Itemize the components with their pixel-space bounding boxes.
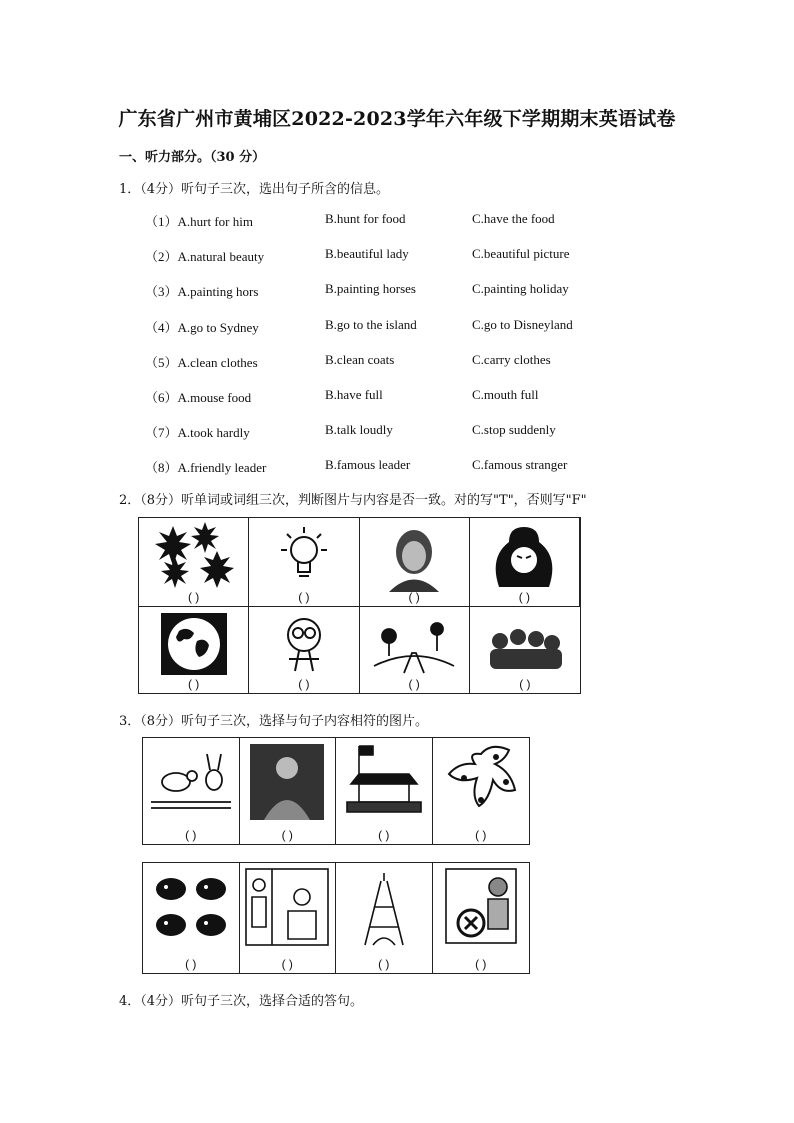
angry-girl-fire-icon	[479, 522, 569, 592]
option-c[interactable]: C.beautiful picture	[472, 246, 570, 262]
question-3-picture-row-2	[142, 862, 530, 974]
question-2-prompt: 2．（8分）听单词或词组三次，判断图片与内容是否一致。对的写"T"，否则写"F"	[119, 493, 587, 508]
option-c[interactable]: C.have the food	[472, 211, 555, 226]
option-c[interactable]: C.stop suddenly	[472, 422, 556, 438]
cartoon-boy-icon	[259, 611, 349, 681]
question-2-picture-grid	[138, 517, 581, 694]
answer-blank[interactable]: ( )	[185, 828, 197, 842]
palace-flag-icon	[339, 742, 429, 822]
question-3-picture-row-1	[142, 737, 530, 845]
option-a[interactable]: （3）A.painting hors	[145, 284, 259, 300]
tortoise-rabbit-race-icon	[146, 742, 236, 822]
option-row	[145, 246, 705, 266]
answer-blank[interactable]: ( )	[408, 677, 420, 691]
maple-leaves-icon	[149, 522, 239, 592]
answer-blank[interactable]: ( )	[475, 957, 487, 971]
option-row	[145, 317, 705, 337]
option-row	[145, 211, 705, 231]
q2-cell	[470, 518, 580, 606]
answer-blank[interactable]: ( )	[298, 677, 310, 691]
q3-cell	[143, 863, 240, 973]
q2-cell	[360, 606, 470, 694]
option-a[interactable]: （2）A.natural beauty	[145, 249, 265, 265]
q2-cell	[360, 518, 470, 606]
option-row	[145, 352, 705, 372]
people-window-icon	[242, 867, 332, 951]
answer-blank[interactable]: ( )	[408, 589, 420, 604]
question-1-prompt: 1．（4分）听句子三次，选出句子所含的信息。	[119, 182, 390, 197]
woman-portrait-icon	[369, 522, 459, 592]
whales-icon	[146, 867, 236, 951]
option-b[interactable]: B.go to the island	[325, 316, 417, 332]
q2-cell	[249, 606, 359, 694]
option-c[interactable]: C.famous stranger	[472, 457, 568, 473]
question-3-prompt: 3．（8分）听句子三次，选择与句子内容相符的图片。	[119, 714, 429, 729]
option-a[interactable]: （7）A.took hardly	[145, 425, 250, 441]
option-b[interactable]: B.painting horses	[325, 281, 416, 297]
option-a[interactable]: （6）A.mouse food	[145, 390, 252, 405]
option-b[interactable]: B.have full	[325, 387, 383, 402]
globe-icon	[149, 611, 239, 681]
question-4-prompt: 4．（4分）听句子三次，选择合适的答句。	[119, 994, 364, 1009]
q2-cell	[139, 518, 249, 606]
option-b[interactable]: B.hunt for food	[325, 211, 406, 226]
q3-cell	[240, 863, 337, 973]
eiffel-tower-icon	[339, 867, 429, 951]
option-b[interactable]: B.talk loudly	[325, 422, 393, 438]
answer-blank[interactable]: ( )	[281, 957, 293, 971]
answer-blank[interactable]: ( )	[187, 589, 200, 604]
option-c[interactable]: C.go to Disneyland	[472, 316, 573, 332]
page-title: 广东省广州市黄埔区2022-2023学年六年级下学期期末英语试卷	[118, 108, 676, 130]
option-row	[145, 422, 705, 442]
no-entry-sign-icon	[436, 867, 526, 951]
option-a[interactable]: （5）A.clean clothes	[145, 354, 258, 370]
q3-cell	[336, 738, 433, 844]
option-c[interactable]: C.mouth full	[472, 387, 539, 402]
option-b[interactable]: B.clean coats	[325, 351, 395, 367]
option-b[interactable]: B.famous leader	[325, 457, 411, 473]
answer-blank[interactable]: ( )	[518, 589, 531, 604]
q3-cell	[143, 738, 240, 844]
option-row	[145, 281, 705, 301]
road-landscape-icon	[369, 611, 459, 681]
q3-cell	[240, 738, 337, 844]
answer-blank[interactable]: ( )	[378, 957, 390, 971]
q2-cell	[249, 518, 359, 606]
option-a[interactable]: （1）A.hurt for him	[145, 214, 253, 229]
q3-cell	[433, 738, 530, 844]
answer-blank[interactable]: ( )	[185, 957, 197, 971]
answer-blank[interactable]: ( )	[187, 677, 200, 691]
starfish-icon	[436, 742, 526, 822]
answer-blank[interactable]: ( )	[475, 828, 487, 842]
option-b[interactable]: B.beautiful lady	[325, 246, 409, 262]
man-portrait-icon	[242, 742, 332, 822]
option-row	[145, 457, 705, 477]
option-a[interactable]: （4）A.go to Sydney	[145, 319, 259, 335]
group-people-icon	[480, 611, 570, 681]
q3-cell	[433, 863, 530, 973]
answer-blank[interactable]: ( )	[519, 677, 531, 691]
option-row	[145, 387, 705, 407]
q2-cell	[470, 606, 580, 694]
section-heading: 一、听力部分。（30 分）	[119, 150, 266, 165]
option-a[interactable]: （8）A.friendly leader	[145, 460, 267, 476]
answer-blank[interactable]: ( )	[298, 589, 310, 604]
answer-blank[interactable]: ( )	[281, 828, 293, 842]
light-bulb-icon	[259, 522, 349, 592]
option-c[interactable]: C.painting holiday	[472, 281, 569, 297]
option-c[interactable]: C.carry clothes	[472, 351, 551, 367]
answer-blank[interactable]: ( )	[378, 828, 390, 842]
q3-cell	[336, 863, 433, 973]
q2-cell	[139, 606, 249, 694]
